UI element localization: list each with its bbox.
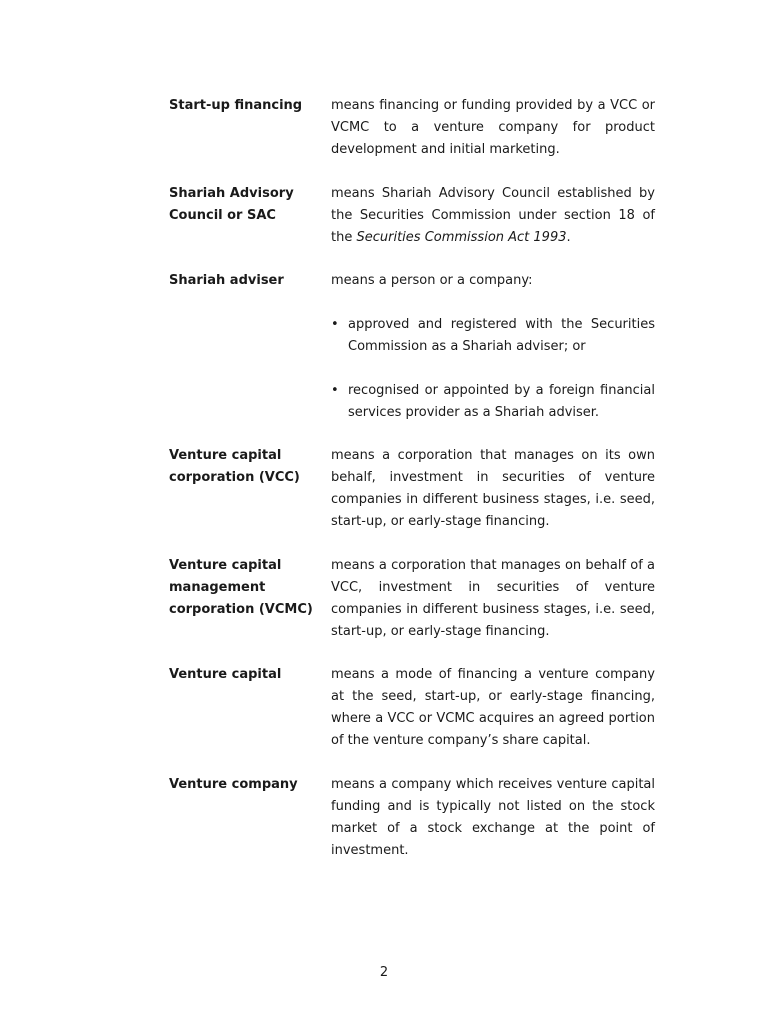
page-number: 2	[379, 965, 389, 980]
definition-body: means Shariah Advisory Council established by the Securities Commission under section 18 of the	[331, 186, 655, 245]
term: Venture company	[169, 777, 298, 792]
definition-text	[331, 445, 655, 533]
bullet-list	[331, 314, 655, 424]
definition-text	[331, 555, 655, 643]
list-item	[331, 314, 655, 358]
bullet-icon: •	[331, 317, 339, 332]
definition-paragraph	[331, 183, 655, 249]
term: Shariah Advisory Council or SAC	[169, 186, 294, 223]
definition-text	[331, 774, 655, 862]
definition-paragraph: means financing or funding provided by a VCC or VCMC to a venture company for product development and initial marketing.	[331, 98, 655, 157]
list-item-text: approved and registered with the Securities Commission as a Shariah adviser; or	[348, 317, 655, 354]
definition-text	[331, 183, 655, 249]
term: Venture capital	[169, 667, 282, 682]
act-title: Securities Commission Act 1993	[356, 230, 567, 245]
list-item	[331, 380, 655, 424]
definition-text	[331, 95, 655, 161]
definition-paragraph: means a company which receives venture capital funding and is typically not listed on the stock market of a stock exchange at the point of investment.	[331, 777, 655, 858]
list-item-text: recognised or appointed by a foreign financial services provider as a Shariah adviser.	[348, 383, 655, 420]
definition-paragraph: means a corporation that manages on behalf of a VCC, investment in securities of venture companies in different business stages, i.e. seed, start-up, or early-stage financing.	[331, 558, 655, 639]
definition-text	[331, 664, 655, 752]
term: Shariah adviser	[169, 273, 284, 288]
definition-paragraph: means a corporation that manages on its own behalf, investment in securities of venture companies in different business stages, i.e. seed, start-up, or early-stage financing.	[331, 448, 655, 529]
term: Venture capital corporation (VCC)	[169, 448, 300, 485]
definition-paragraph: means a person or a company:	[331, 273, 533, 288]
bullet-icon: •	[331, 383, 339, 398]
term: Start-up financing	[169, 98, 303, 113]
term: Venture capital management corporation (VCMC)	[169, 558, 313, 617]
act-suffix: .	[566, 230, 571, 245]
definition-text	[331, 270, 655, 424]
definition-paragraph: means a mode of financing a venture company at the seed, start-up, or early-stage financing, where a VCC or VCMC acquires an agreed portion of the venture company’s share capital.	[331, 667, 655, 748]
